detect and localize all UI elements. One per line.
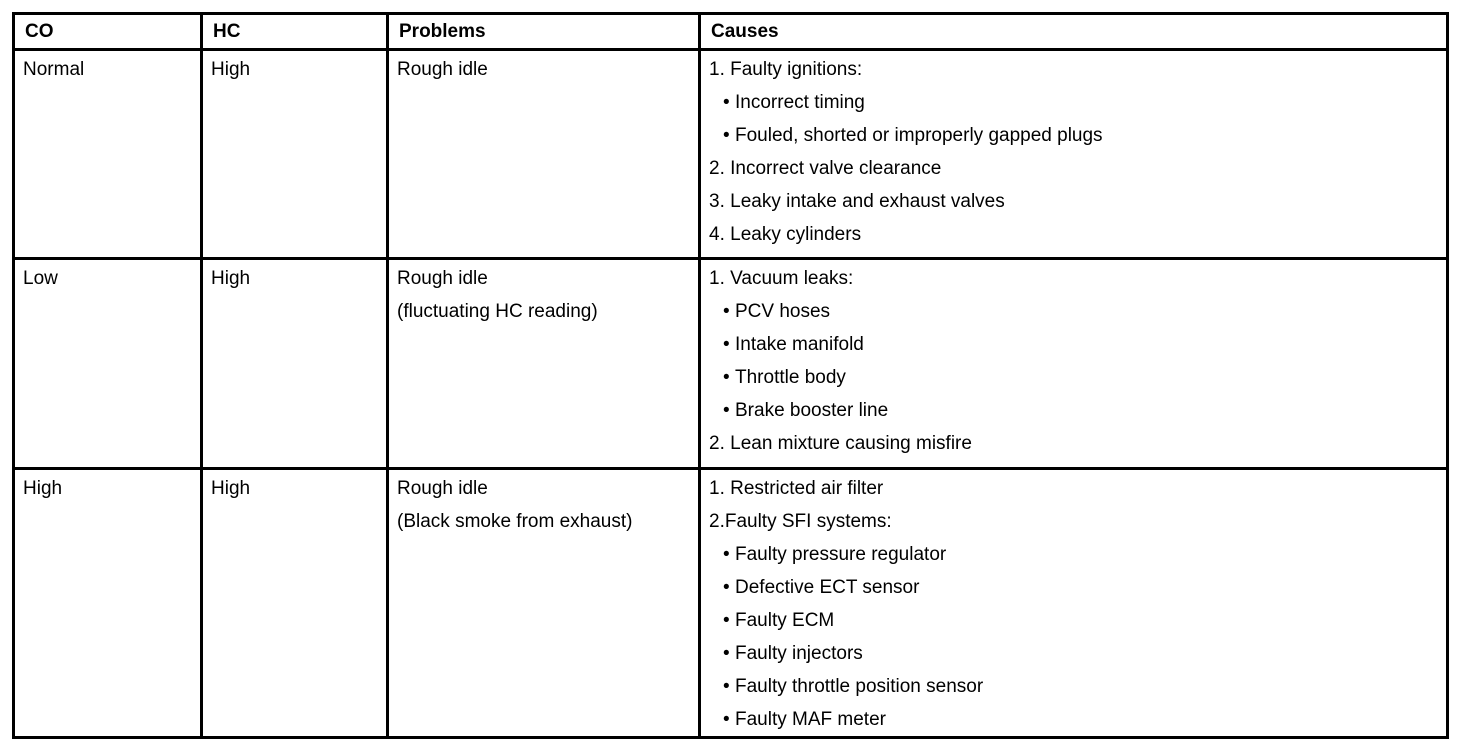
cause-text: Brake booster line: [735, 400, 889, 421]
cause-text: Fouled, shorted or improperly gapped plugs: [735, 125, 1103, 146]
bullet-icon: •: [723, 301, 730, 322]
cause-text: 3. Leaky intake and exhaust valves: [709, 191, 1005, 212]
cause-text: 2. Lean mixture causing misfire: [709, 433, 972, 454]
cause-bullet-item: [709, 361, 1438, 394]
cause-bullet-item: [709, 637, 1438, 670]
cause-text: 1. Faulty ignitions:: [709, 59, 863, 80]
cause-bullet-item: [709, 571, 1438, 604]
cause-text: Incorrect timing: [735, 92, 865, 113]
bullet-icon: •: [723, 709, 730, 730]
table-row: [14, 259, 1448, 469]
cause-bullet-item: [709, 703, 1438, 736]
header-problems: Problems: [388, 14, 700, 50]
header-hc: HC: [202, 14, 388, 50]
problem-line: Rough idle: [397, 268, 488, 289]
cell-causes: [700, 259, 1448, 469]
problem-line: Rough idle: [397, 478, 488, 499]
cause-text: 2. Incorrect valve clearance: [709, 158, 942, 179]
cause-item: [709, 505, 1438, 538]
header-co: CO: [14, 14, 202, 50]
cell-problems: [388, 259, 700, 469]
cause-item: [709, 218, 1438, 251]
cell-causes: [700, 50, 1448, 259]
bullet-icon: •: [723, 334, 730, 355]
cause-item: [709, 152, 1438, 185]
cause-text: Intake manifold: [735, 334, 864, 355]
cause-bullet-item: [709, 328, 1438, 361]
cause-text: Faulty MAF meter: [735, 709, 886, 730]
bullet-icon: •: [723, 400, 730, 421]
cell-problems: [388, 469, 700, 738]
cause-item: [709, 427, 1438, 460]
cause-text: Faulty throttle position sensor: [735, 676, 984, 697]
cause-bullet-item: [709, 604, 1438, 637]
cause-text: PCV hoses: [735, 301, 831, 322]
header-causes: Causes: [700, 14, 1448, 50]
bullet-icon: •: [723, 610, 730, 631]
cell-hc: High: [202, 469, 388, 738]
cell-hc: High: [202, 259, 388, 469]
bullet-icon: •: [723, 643, 730, 664]
bullet-icon: •: [723, 676, 730, 697]
cause-bullet-item: [709, 295, 1438, 328]
cause-text: Faulty ECM: [735, 610, 835, 631]
cause-bullet-item: [709, 119, 1438, 152]
cause-bullet-item: [709, 86, 1438, 119]
cell-hc: High: [202, 50, 388, 259]
cause-bullet-item: [709, 670, 1438, 703]
cause-text: Faulty injectors: [735, 643, 863, 664]
bullet-icon: •: [723, 367, 730, 388]
cell-co: Low: [14, 259, 202, 469]
cause-text: 1. Restricted air filter: [709, 478, 884, 499]
problem-line: (Black smoke from exhaust): [397, 511, 633, 532]
diagnosis-table: [12, 12, 1449, 739]
problem-line: (fluctuating HC reading): [397, 301, 598, 322]
table-row: [14, 469, 1448, 738]
cell-co: Normal: [14, 50, 202, 259]
bullet-icon: •: [723, 544, 730, 565]
bullet-icon: •: [723, 577, 730, 598]
cause-bullet-item: [709, 394, 1438, 427]
cell-causes: [700, 469, 1448, 738]
cell-problems: [388, 50, 700, 259]
cause-item: [709, 262, 1438, 295]
bullet-icon: •: [723, 92, 730, 113]
cause-text: Faulty pressure regulator: [735, 544, 947, 565]
table-row: [14, 50, 1448, 259]
cell-co: High: [14, 469, 202, 738]
cause-bullet-item: [709, 538, 1438, 571]
header-row: [14, 14, 1448, 50]
cause-text: 4. Leaky cylinders: [709, 224, 862, 245]
bullet-icon: •: [723, 125, 730, 146]
cause-item: [709, 53, 1438, 86]
cause-text: 2.Faulty SFI systems:: [709, 511, 892, 532]
cause-item: [709, 185, 1438, 218]
cause-text: 1. Vacuum leaks:: [709, 268, 854, 289]
cause-item: [709, 472, 1438, 505]
cause-text: Defective ECT sensor: [735, 577, 920, 598]
problem-line: Rough idle: [397, 59, 488, 80]
cause-text: Throttle body: [735, 367, 846, 388]
